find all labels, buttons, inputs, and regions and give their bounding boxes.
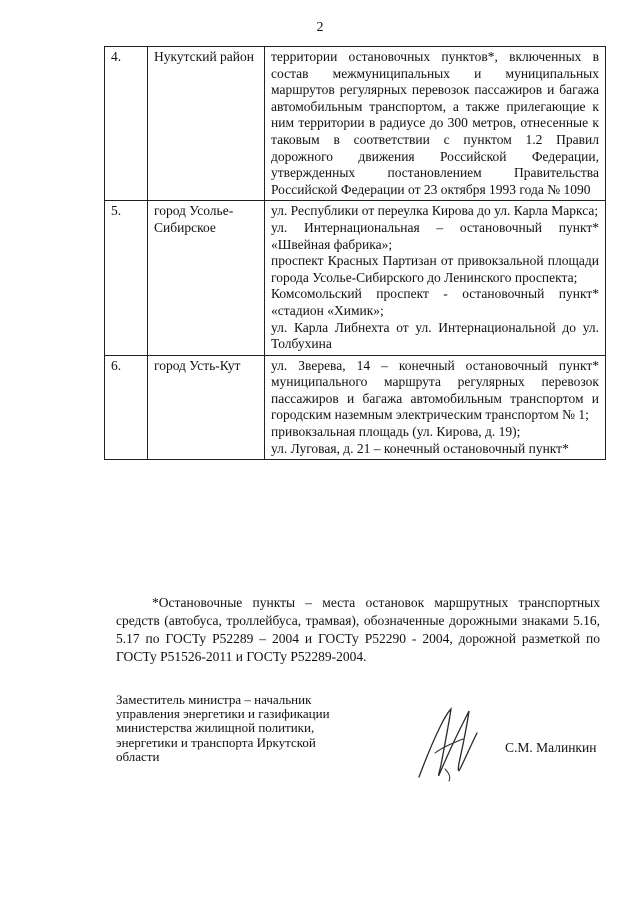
footnote-text: *Остановочные пункты – места остановок маршрутных транспортных средств (автобуса, троллейбуса, трамвая), обозначенные дорожными знаками 5.16, 5.17 по ГОСТу Р52289 – 2004 и ГОСТу Р52290 - 2004, дорожной разметкой по ГОСТу Р51526-2011 и ГОСТу Р52289-2004. <box>116 595 600 664</box>
row-description <box>265 355 606 460</box>
table-row <box>105 355 606 460</box>
row-number: 6. <box>105 355 148 460</box>
description-line: ул. Луговая, д. 21 – конечный остановочный пункт* <box>271 440 569 456</box>
description-line: ул. Республики от переулка Кирова до ул. Карла Маркса; <box>271 203 599 219</box>
description-line: Комсомольский проспект - остановочный пункт* «стадион «Химик»; <box>271 286 599 318</box>
row-place: город Усолье-Сибирское <box>148 201 265 355</box>
description-line: территории остановочных пунктов*, включенных в состав межмуниципальных и муниципальных маршрутов регулярных перевозок пассажиров и багажа автомобильным транспортом, а также прилегающие к ним территории в радиусе до 300 метров, отнесенные к таковым в соответствии с пунктом 1.2 Правил дорожного движения Российской Федерации, утвержденных постановлением Правительства Российской Федерации от 23 октября 1993 года № 1090 <box>271 49 599 197</box>
row-description <box>265 201 606 355</box>
description-line: ул. Карла Либнехта от ул. Интернациональной до ул. Толбухина <box>271 319 599 352</box>
page-number: 2 <box>316 20 324 35</box>
row-number: 4. <box>105 47 148 201</box>
row-place: город Усть-Кут <box>148 355 265 460</box>
handwritten-signature <box>405 703 487 783</box>
description-line: ул. Зверева, 14 – конечный остановочный пункт* муниципального маршрута регулярных перевозок пассажиров и багажа автомобильным транспортом и городским наземным электрическим транспортом № 1; <box>271 357 599 423</box>
signatory-title-text: Заместитель министра – начальник управления энергетики и газификации министерства жилищной политики, энергетики и транспорта Иркутской области <box>116 692 330 764</box>
table-row <box>105 47 606 201</box>
table-row <box>105 201 606 355</box>
footnote <box>116 594 600 666</box>
row-place: Нукутский район <box>148 47 265 201</box>
description-line: привокзальная площадь (ул. Кирова, д. 19); <box>271 424 521 440</box>
description-line: проспект Красных Партизан от привокзальной площади города Усолье-Сибирского до Ленинского проспекта; <box>271 253 599 285</box>
regions-table <box>104 46 606 460</box>
description-line: ул. Интернациональная – остановочный пункт* «Швейная фабрика»; <box>271 219 599 252</box>
row-description <box>265 47 606 201</box>
signatory-name: С.М. Малинкин <box>505 740 597 755</box>
row-number: 5. <box>105 201 148 355</box>
signatory-title <box>116 693 348 764</box>
